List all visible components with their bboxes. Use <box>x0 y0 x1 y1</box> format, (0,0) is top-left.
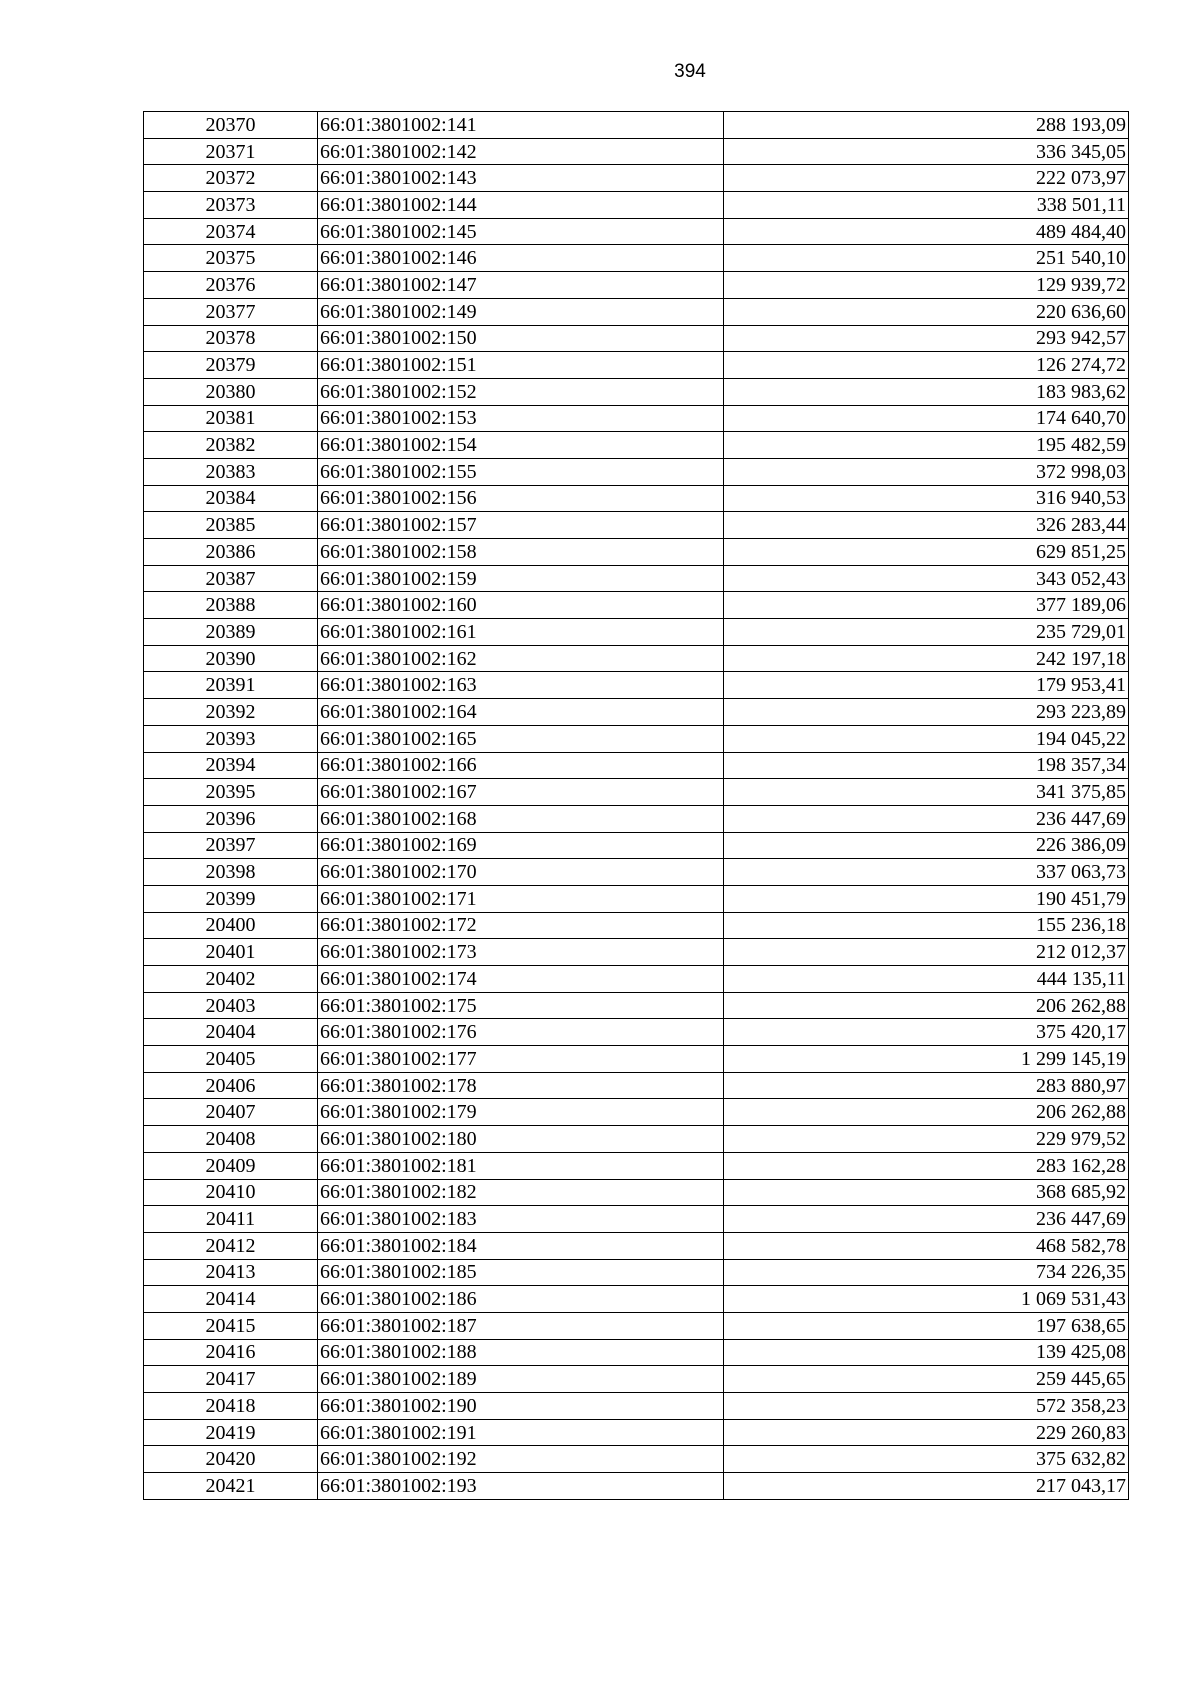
cadastral-number-cell: 66:01:3801002:162 <box>318 645 724 672</box>
cadastral-number-cell: 66:01:3801002:157 <box>318 512 724 539</box>
row-number-cell: 20392 <box>144 699 318 726</box>
cadastral-value-cell: 217 043,17 <box>724 1473 1129 1500</box>
cadastral-value-cell: 222 073,97 <box>724 165 1129 192</box>
table-row <box>144 218 1129 245</box>
cadastral-number-cell: 66:01:3801002:152 <box>318 378 724 405</box>
row-number-cell: 20386 <box>144 539 318 566</box>
table-row <box>144 485 1129 512</box>
cadastral-value-cell: 629 851,25 <box>724 539 1129 566</box>
cadastral-value-cell: 293 942,57 <box>724 325 1129 352</box>
table-row <box>144 1072 1129 1099</box>
table-row <box>144 672 1129 699</box>
row-number-cell: 20378 <box>144 325 318 352</box>
row-number-cell: 20404 <box>144 1019 318 1046</box>
cadastral-number-cell: 66:01:3801002:176 <box>318 1019 724 1046</box>
cadastral-value-cell: 206 262,88 <box>724 992 1129 1019</box>
table-row <box>144 699 1129 726</box>
table-row <box>144 1126 1129 1153</box>
cadastral-value-cell: 338 501,11 <box>724 192 1129 219</box>
cadastral-value-cell: 337 063,73 <box>724 859 1129 886</box>
table-row <box>144 779 1129 806</box>
cadastral-number-cell: 66:01:3801002:164 <box>318 699 724 726</box>
cadastral-number-cell: 66:01:3801002:186 <box>318 1286 724 1313</box>
cadastral-value-cell: 293 223,89 <box>724 699 1129 726</box>
cadastral-number-cell: 66:01:3801002:147 <box>318 272 724 299</box>
cadastral-value-cell: 197 638,65 <box>724 1312 1129 1339</box>
table-row <box>144 1179 1129 1206</box>
table-row <box>144 1019 1129 1046</box>
table-row <box>144 1446 1129 1473</box>
cadastral-value-cell: 377 189,06 <box>724 592 1129 619</box>
row-number-cell: 20394 <box>144 752 318 779</box>
row-number-cell: 20385 <box>144 512 318 539</box>
cadastral-value-cell: 198 357,34 <box>724 752 1129 779</box>
cadastral-value-cell: 236 447,69 <box>724 1206 1129 1233</box>
cadastral-value-cell: 468 582,78 <box>724 1232 1129 1259</box>
table-row <box>144 966 1129 993</box>
row-number-cell: 20403 <box>144 992 318 1019</box>
cadastral-value-cell: 734 226,35 <box>724 1259 1129 1286</box>
table-row <box>144 1206 1129 1233</box>
cadastral-number-cell: 66:01:3801002:143 <box>318 165 724 192</box>
table-row <box>144 912 1129 939</box>
table-row <box>144 1046 1129 1073</box>
cadastral-value-cell: 179 953,41 <box>724 672 1129 699</box>
cadastral-value-cell: 236 447,69 <box>724 805 1129 832</box>
cadastral-number-cell: 66:01:3801002:141 <box>318 112 724 139</box>
table-row <box>144 1339 1129 1366</box>
table-row <box>144 192 1129 219</box>
cadastral-value-cell: 229 260,83 <box>724 1419 1129 1446</box>
row-number-cell: 20413 <box>144 1259 318 1286</box>
cadastral-number-cell: 66:01:3801002:158 <box>318 539 724 566</box>
cadastral-value-cell: 183 983,62 <box>724 378 1129 405</box>
cadastral-value-cell: 126 274,72 <box>724 352 1129 379</box>
table-body <box>144 112 1129 1500</box>
row-number-cell: 20407 <box>144 1099 318 1126</box>
cadastral-number-cell: 66:01:3801002:192 <box>318 1446 724 1473</box>
page-number: 394 <box>674 61 706 82</box>
cadastral-number-cell: 66:01:3801002:169 <box>318 832 724 859</box>
table-row <box>144 378 1129 405</box>
cadastral-value-cell: 155 236,18 <box>724 912 1129 939</box>
cadastral-value-cell: 206 262,88 <box>724 1099 1129 1126</box>
table-row <box>144 805 1129 832</box>
cadastral-value-cell: 220 636,60 <box>724 298 1129 325</box>
cadastral-number-cell: 66:01:3801002:149 <box>318 298 724 325</box>
cadastral-number-cell: 66:01:3801002:191 <box>318 1419 724 1446</box>
row-number-cell: 20374 <box>144 218 318 245</box>
table-row <box>144 1473 1129 1500</box>
cadastral-number-cell: 66:01:3801002:184 <box>318 1232 724 1259</box>
cadastral-value-cell: 174 640,70 <box>724 405 1129 432</box>
cadastral-number-cell: 66:01:3801002:160 <box>318 592 724 619</box>
row-number-cell: 20406 <box>144 1072 318 1099</box>
table-row <box>144 1232 1129 1259</box>
cadastral-value-cell: 489 484,40 <box>724 218 1129 245</box>
table-row <box>144 352 1129 379</box>
table-row <box>144 512 1129 539</box>
row-number-cell: 20371 <box>144 138 318 165</box>
cadastral-number-cell: 66:01:3801002:163 <box>318 672 724 699</box>
row-number-cell: 20375 <box>144 245 318 272</box>
table-row <box>144 1286 1129 1313</box>
table-row <box>144 752 1129 779</box>
row-number-cell: 20390 <box>144 645 318 672</box>
row-number-cell: 20399 <box>144 885 318 912</box>
cadastral-value-cell: 372 998,03 <box>724 458 1129 485</box>
row-number-cell: 20414 <box>144 1286 318 1313</box>
cadastral-number-cell: 66:01:3801002:180 <box>318 1126 724 1153</box>
cadastral-value-cell: 195 482,59 <box>724 432 1129 459</box>
cadastral-number-cell: 66:01:3801002:167 <box>318 779 724 806</box>
row-number-cell: 20396 <box>144 805 318 832</box>
table-row <box>144 112 1129 139</box>
cadastral-value-cell: 226 386,09 <box>724 832 1129 859</box>
cadastral-number-cell: 66:01:3801002:187 <box>318 1312 724 1339</box>
cadastral-value-cell: 341 375,85 <box>724 779 1129 806</box>
row-number-cell: 20376 <box>144 272 318 299</box>
cadastral-number-cell: 66:01:3801002:150 <box>318 325 724 352</box>
row-number-cell: 20372 <box>144 165 318 192</box>
cadastral-value-cell: 1 299 145,19 <box>724 1046 1129 1073</box>
table-row <box>144 272 1129 299</box>
cadastral-number-cell: 66:01:3801002:171 <box>318 885 724 912</box>
cadastral-number-cell: 66:01:3801002:155 <box>318 458 724 485</box>
row-number-cell: 20405 <box>144 1046 318 1073</box>
cadastral-number-cell: 66:01:3801002:168 <box>318 805 724 832</box>
row-number-cell: 20397 <box>144 832 318 859</box>
row-number-cell: 20409 <box>144 1152 318 1179</box>
cadastral-number-cell: 66:01:3801002:183 <box>318 1206 724 1233</box>
cadastral-number-cell: 66:01:3801002:188 <box>318 1339 724 1366</box>
table-row <box>144 458 1129 485</box>
cadastral-value-cell: 375 632,82 <box>724 1446 1129 1473</box>
row-number-cell: 20395 <box>144 779 318 806</box>
cadastral-value-cell: 129 939,72 <box>724 272 1129 299</box>
cadastral-number-cell: 66:01:3801002:172 <box>318 912 724 939</box>
cadastral-number-cell: 66:01:3801002:145 <box>318 218 724 245</box>
cadastral-value-cell: 283 880,97 <box>724 1072 1129 1099</box>
table-row <box>144 992 1129 1019</box>
cadastral-number-cell: 66:01:3801002:146 <box>318 245 724 272</box>
table-row <box>144 325 1129 352</box>
table-row <box>144 859 1129 886</box>
cadastral-value-cell: 572 358,23 <box>724 1393 1129 1420</box>
cadastral-value-cell: 229 979,52 <box>724 1126 1129 1153</box>
cadastral-value-cell: 288 193,09 <box>724 112 1129 139</box>
cadastral-number-cell: 66:01:3801002:159 <box>318 565 724 592</box>
table-row <box>144 165 1129 192</box>
row-number-cell: 20384 <box>144 485 318 512</box>
row-number-cell: 20415 <box>144 1312 318 1339</box>
cadastral-number-cell: 66:01:3801002:144 <box>318 192 724 219</box>
row-number-cell: 20370 <box>144 112 318 139</box>
cadastral-value-cell: 1 069 531,43 <box>724 1286 1129 1313</box>
cadastral-number-cell: 66:01:3801002:189 <box>318 1366 724 1393</box>
cadastral-value-cell: 444 135,11 <box>724 966 1129 993</box>
row-number-cell: 20412 <box>144 1232 318 1259</box>
table-row <box>144 1259 1129 1286</box>
row-number-cell: 20418 <box>144 1393 318 1420</box>
row-number-cell: 20408 <box>144 1126 318 1153</box>
cadastral-value-cell: 242 197,18 <box>724 645 1129 672</box>
cadastral-number-cell: 66:01:3801002:173 <box>318 939 724 966</box>
cadastral-number-cell: 66:01:3801002:179 <box>318 1099 724 1126</box>
cadastral-value-cell: 235 729,01 <box>724 619 1129 646</box>
cadastral-value-cell: 283 162,28 <box>724 1152 1129 1179</box>
row-number-cell: 20401 <box>144 939 318 966</box>
table-row <box>144 298 1129 325</box>
row-number-cell: 20382 <box>144 432 318 459</box>
table-row <box>144 1419 1129 1446</box>
table-row <box>144 832 1129 859</box>
row-number-cell: 20391 <box>144 672 318 699</box>
cadastral-number-cell: 66:01:3801002:177 <box>318 1046 724 1073</box>
table-row <box>144 405 1129 432</box>
cadastral-number-cell: 66:01:3801002:154 <box>318 432 724 459</box>
row-number-cell: 20400 <box>144 912 318 939</box>
table-row <box>144 592 1129 619</box>
cadastral-number-cell: 66:01:3801002:153 <box>318 405 724 432</box>
cadastral-value-cell: 212 012,37 <box>724 939 1129 966</box>
cadastral-number-cell: 66:01:3801002:178 <box>318 1072 724 1099</box>
cadastral-number-cell: 66:01:3801002:193 <box>318 1473 724 1500</box>
row-number-cell: 20398 <box>144 859 318 886</box>
table-row <box>144 1366 1129 1393</box>
row-number-cell: 20379 <box>144 352 318 379</box>
table-row <box>144 1099 1129 1126</box>
cadastral-number-cell: 66:01:3801002:174 <box>318 966 724 993</box>
table-row <box>144 1312 1129 1339</box>
cadastral-number-cell: 66:01:3801002:165 <box>318 725 724 752</box>
table-row <box>144 645 1129 672</box>
row-number-cell: 20381 <box>144 405 318 432</box>
cadastral-number-cell: 66:01:3801002:182 <box>318 1179 724 1206</box>
row-number-cell: 20389 <box>144 619 318 646</box>
cadastral-value-cell: 326 283,44 <box>724 512 1129 539</box>
cadastral-value-cell: 259 445,65 <box>724 1366 1129 1393</box>
cadastral-number-cell: 66:01:3801002:151 <box>318 352 724 379</box>
cadastral-number-cell: 66:01:3801002:156 <box>318 485 724 512</box>
row-number-cell: 20421 <box>144 1473 318 1500</box>
row-number-cell: 20387 <box>144 565 318 592</box>
cadastral-value-cell: 190 451,79 <box>724 885 1129 912</box>
cadastral-number-cell: 66:01:3801002:166 <box>318 752 724 779</box>
table-row <box>144 725 1129 752</box>
table-row <box>144 138 1129 165</box>
cadastral-value-cell: 316 940,53 <box>724 485 1129 512</box>
cadastral-number-cell: 66:01:3801002:185 <box>318 1259 724 1286</box>
row-number-cell: 20417 <box>144 1366 318 1393</box>
cadastral-value-cell: 368 685,92 <box>724 1179 1129 1206</box>
row-number-cell: 20419 <box>144 1419 318 1446</box>
row-number-cell: 20377 <box>144 298 318 325</box>
cadastral-number-cell: 66:01:3801002:175 <box>318 992 724 1019</box>
table-row <box>144 619 1129 646</box>
cadastral-number-cell: 66:01:3801002:142 <box>318 138 724 165</box>
row-number-cell: 20410 <box>144 1179 318 1206</box>
row-number-cell: 20416 <box>144 1339 318 1366</box>
cadastral-number-cell: 66:01:3801002:181 <box>318 1152 724 1179</box>
row-number-cell: 20388 <box>144 592 318 619</box>
cadastral-number-cell: 66:01:3801002:161 <box>318 619 724 646</box>
cadastral-value-table <box>143 111 1129 1500</box>
row-number-cell: 20402 <box>144 966 318 993</box>
table-row <box>144 1152 1129 1179</box>
row-number-cell: 20393 <box>144 725 318 752</box>
table-row <box>144 1393 1129 1420</box>
row-number-cell: 20383 <box>144 458 318 485</box>
table-row <box>144 565 1129 592</box>
table-row <box>144 432 1129 459</box>
cadastral-value-cell: 139 425,08 <box>724 1339 1129 1366</box>
row-number-cell: 20373 <box>144 192 318 219</box>
table-row <box>144 539 1129 566</box>
cadastral-value-cell: 343 052,43 <box>724 565 1129 592</box>
row-number-cell: 20411 <box>144 1206 318 1233</box>
cadastral-value-cell: 375 420,17 <box>724 1019 1129 1046</box>
cadastral-number-cell: 66:01:3801002:170 <box>318 859 724 886</box>
row-number-cell: 20380 <box>144 378 318 405</box>
cadastral-value-cell: 194 045,22 <box>724 725 1129 752</box>
cadastral-value-cell: 251 540,10 <box>724 245 1129 272</box>
cadastral-value-cell: 336 345,05 <box>724 138 1129 165</box>
table-row <box>144 885 1129 912</box>
row-number-cell: 20420 <box>144 1446 318 1473</box>
table-row <box>144 245 1129 272</box>
table-row <box>144 939 1129 966</box>
cadastral-number-cell: 66:01:3801002:190 <box>318 1393 724 1420</box>
